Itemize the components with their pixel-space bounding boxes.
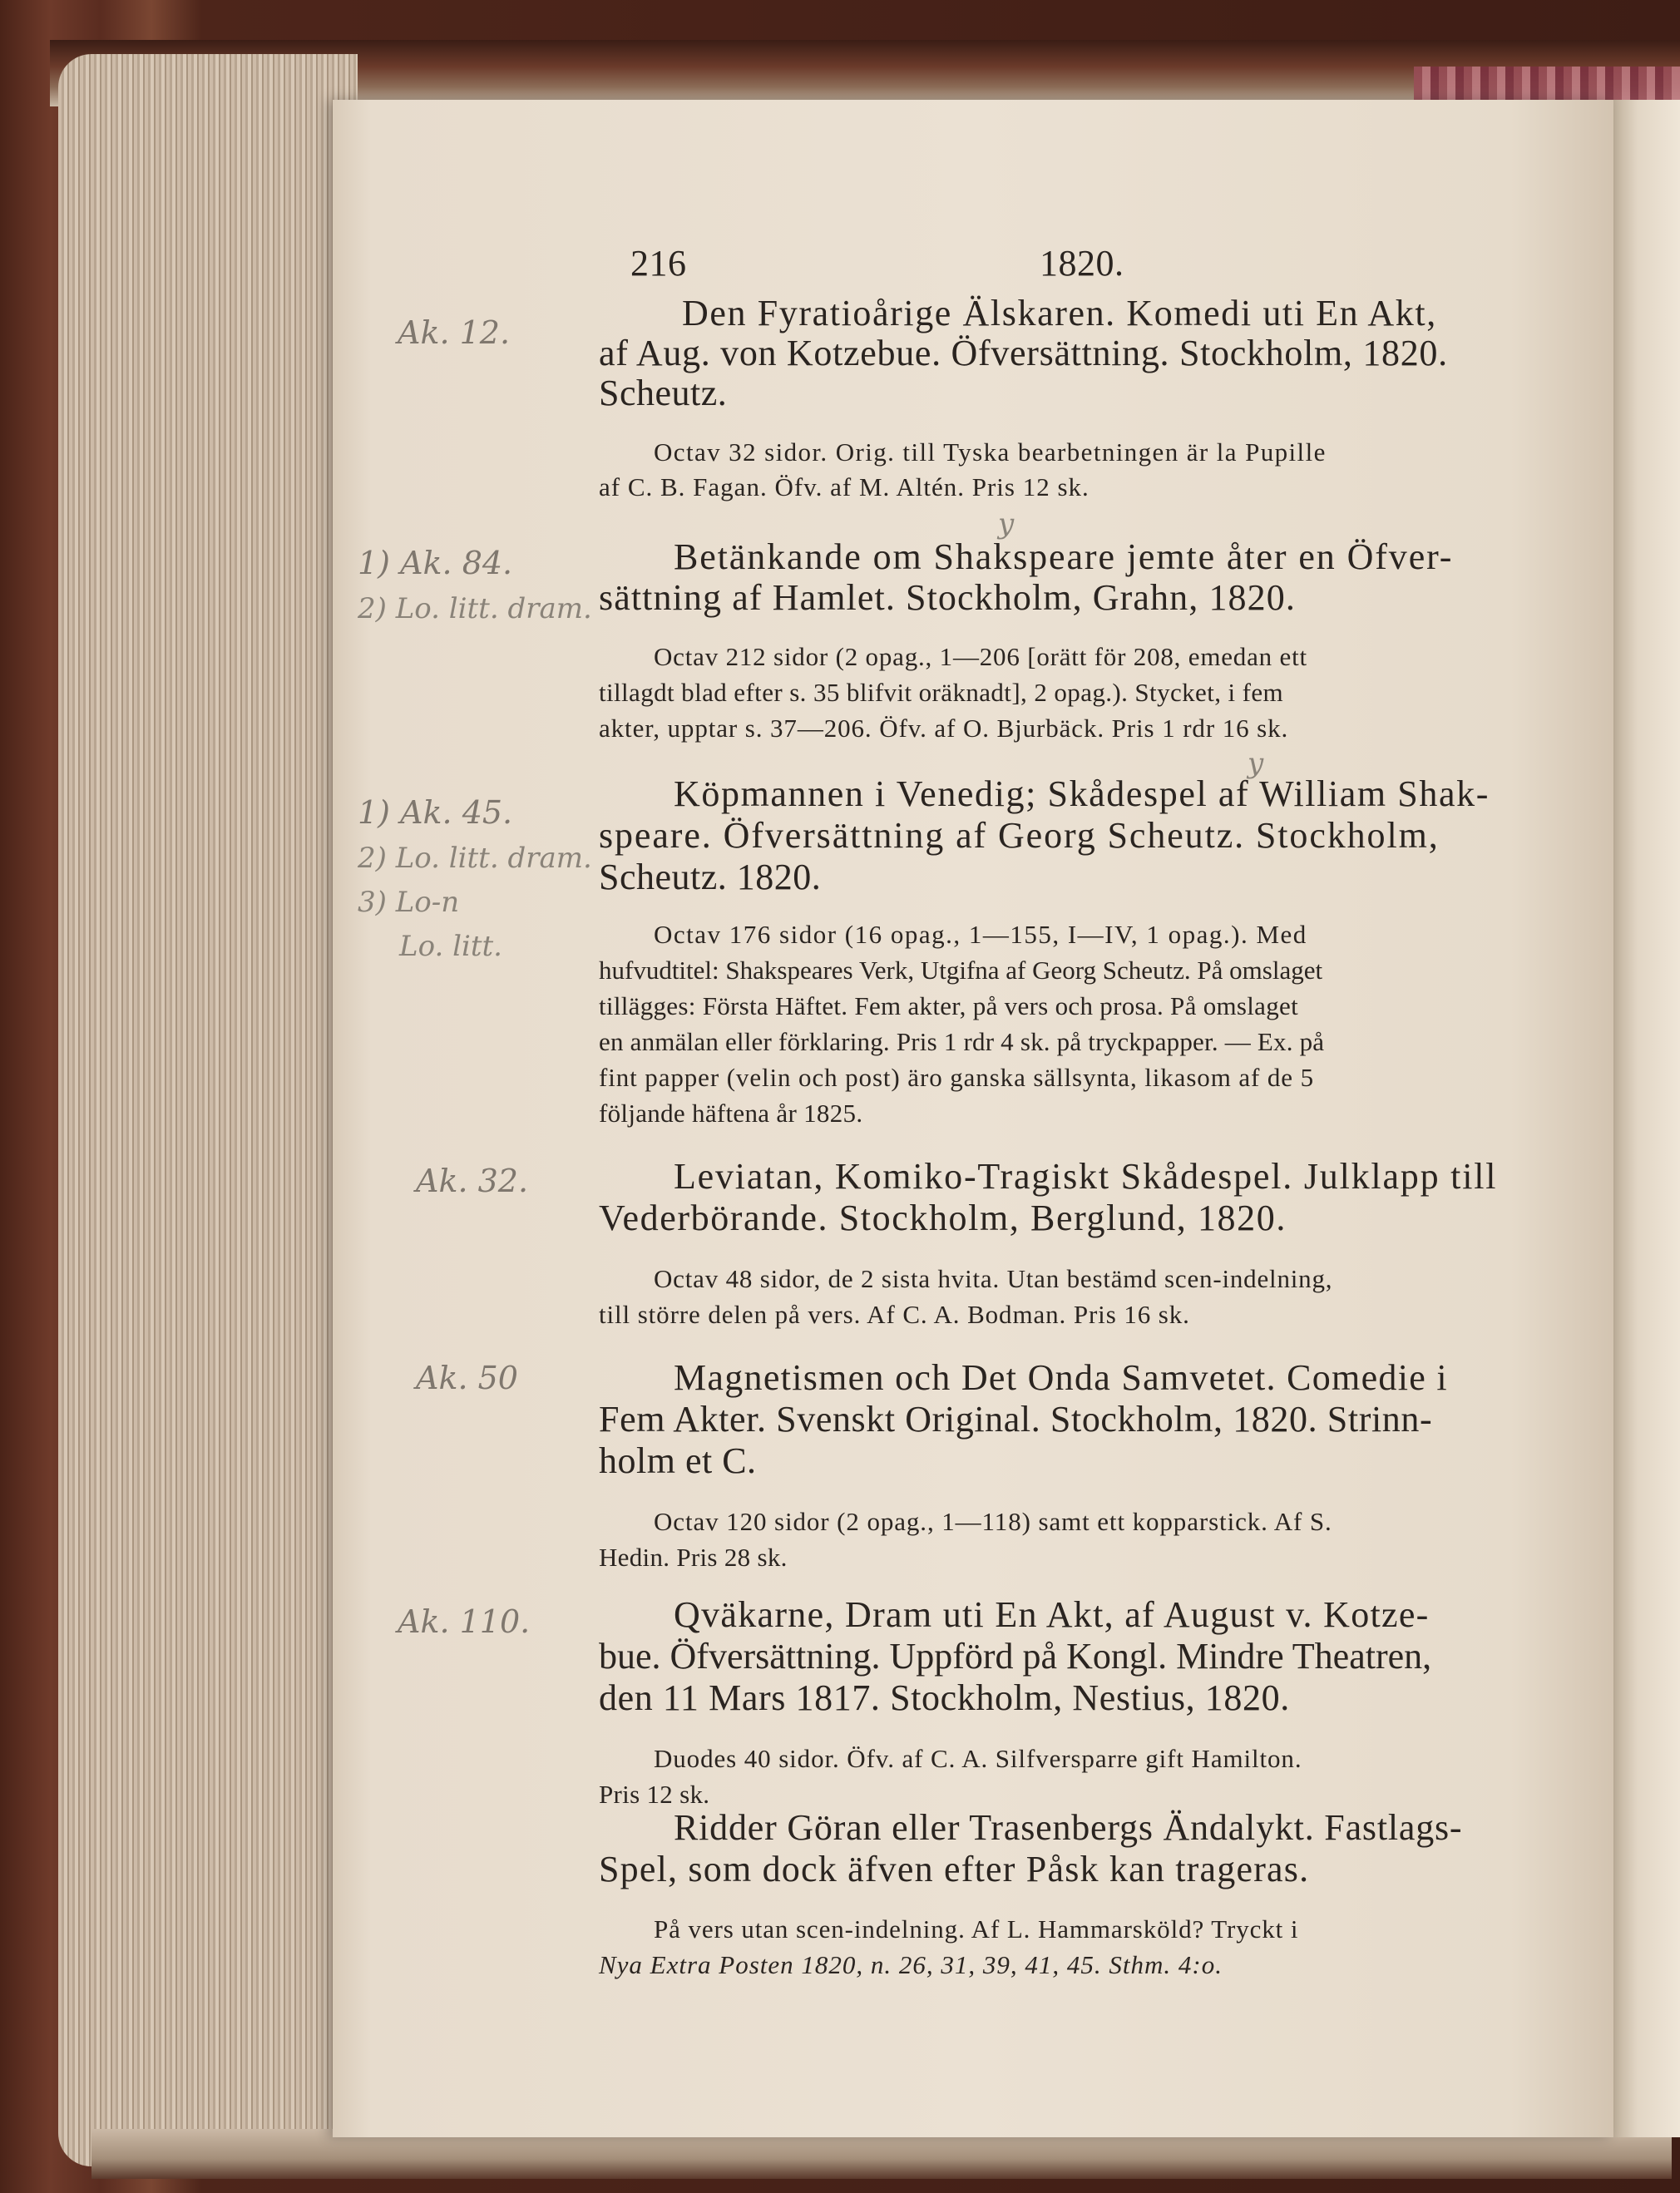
margin-note-entry-3-c: 3) Lo-n: [358, 886, 460, 919]
page-stack-edge: [58, 54, 358, 2166]
entry-2-title-line: Betänkande om Shakspeare jemte åter en Öfver-: [674, 536, 1454, 577]
entry-7-title-line: Ridder Göran eller Trasenbergs Ändalykt. Fastlags-: [674, 1807, 1463, 1848]
entry-3-title-line: Scheutz. 1820.: [599, 857, 822, 897]
page-number: 216: [630, 243, 687, 284]
entry-3-note-line: hufvudtitel: Shakspeares Verk, Utgifna af Georg Scheutz. På omslaget: [599, 956, 1323, 985]
entry-2-note-line: akter, upptar s. 37—206. Öfv. af O. Bjurbäck. Pris 1 rdr 16 sk.: [599, 714, 1289, 743]
margin-note-entry-3: 1) Ak. 45.: [358, 794, 513, 831]
entry-2-note-line: tillagdt blad efter s. 35 blifvit oräknadt], 2 opag.). Stycket, i fem: [599, 678, 1284, 707]
margin-note-entry-2-b: 2) Lo. litt. dram.: [358, 592, 592, 625]
entry-3-interlinear-mark: y: [1248, 747, 1264, 780]
entry-3-note-line: en anmälan eller förklaring. Pris 1 rdr 4 sk. på tryckpapper. — Ex. på: [599, 1027, 1325, 1056]
margin-note-entry-3-b: 2) Lo. litt. dram.: [358, 842, 592, 875]
entry-5-note-line: Octav 120 sidor (2 opag., 1—118) samt ett kopparstick. Af S.: [654, 1507, 1332, 1536]
facing-page-edge: [1609, 100, 1680, 2137]
entry-6-note-line: Pris 12 sk.: [599, 1780, 710, 1809]
entry-4-note-line: Octav 48 sidor, de 2 sista hvita. Utan bestämd scen-indelning,: [654, 1264, 1333, 1293]
margin-note-entry-4: Ak. 32.: [416, 1163, 529, 1199]
entry-1-title-line: Scheutz.: [599, 373, 728, 413]
margin-note-entry-2: 1) Ak. 84.: [358, 545, 513, 581]
entry-4-note-line: till större delen på vers. Af C. A. Bodman. Pris 16 sk.: [599, 1300, 1190, 1329]
entry-1-title-line: af Aug. von Kotzebue. Öfversättning. Stockholm, 1820.: [599, 333, 1448, 373]
book-page: [333, 100, 1613, 2137]
entry-6-note-line: Duodes 40 sidor. Öfv. af C. A. Silfversparre gift Hamilton.: [654, 1744, 1302, 1773]
entry-4-title-line: Leviatan, Komiko-Tragiskt Skådespel. Julklapp till: [674, 1156, 1498, 1197]
entry-2-note-line: Octav 212 sidor (2 opag., 1—206 [orätt för 208, emedan ett: [654, 642, 1307, 671]
entry-3-note-line: Octav 176 sidor (16 opag., 1—155, I—IV, 1 opag.). Med: [654, 920, 1307, 949]
entry-6-title-line: bue. Öfversättning. Uppförd på Kongl. Mindre Theatren,: [599, 1636, 1432, 1677]
entry-7-note-line: På vers utan scen-indelning. Af L. Hammarsköld? Tryckt i: [654, 1914, 1299, 1944]
page-year-header: 1820.: [1040, 243, 1124, 284]
entry-1-note-line: Octav 32 sidor. Orig. till Tyska bearbetningen är la Pupille: [654, 437, 1327, 467]
margin-note-entry-5: Ak. 50: [416, 1360, 518, 1396]
entry-5-title-line: holm et C.: [599, 1440, 757, 1481]
entry-7-note-line: Nya Extra Posten 1820, n. 26, 31, 39, 41, 45. Sthm. 4:o.: [599, 1950, 1223, 1979]
entry-6-title-line: Qväkarne, Dram uti En Akt, af August v. Kotze-: [674, 1594, 1430, 1635]
entry-5-note-line: Hedin. Pris 28 sk.: [599, 1543, 788, 1572]
entry-6-title-line: den 11 Mars 1817. Stockholm, Nestius, 1820.: [599, 1677, 1290, 1718]
entry-5-title-line: Fem Akter. Svenskt Original. Stockholm, 1820. Strinn-: [599, 1399, 1433, 1440]
entry-3-title-line: speare. Öfversättning af Georg Scheutz. Stockholm,: [599, 815, 1440, 856]
book-headband: [1414, 67, 1680, 100]
entry-3-note-line: följande häftena år 1825.: [599, 1099, 863, 1128]
entry-5-title-line: Magnetismen och Det Onda Samvetet. Comedie i: [674, 1357, 1448, 1398]
entry-1-note-line: af C. B. Fagan. Öfv. af M. Altén. Pris 12 sk.: [599, 472, 1090, 501]
entry-3-title-line: Köpmannen i Venedig; Skådespel af William Shak-: [674, 773, 1490, 814]
margin-note-entry-1: Ak. 12.: [398, 314, 511, 351]
entry-3-note-line: tillägges: Första Häftet. Fem akter, på vers och prosa. På omslaget: [599, 991, 1299, 1020]
entry-4-title-line: Vederbörande. Stockholm, Berglund, 1820.: [599, 1198, 1287, 1238]
margin-note-entry-3-d: Lo. litt.: [399, 930, 502, 963]
entry-3-note-line: fint papper (velin och post) äro ganska sällsynta, likasom af de 5: [599, 1063, 1315, 1092]
entry-1-title-line: Den Fyratioårige Älskaren. Komedi uti En Akt,: [682, 293, 1437, 333]
entry-2-interlinear-mark: y: [998, 507, 1015, 541]
margin-note-entry-6: Ak. 110.: [398, 1603, 531, 1640]
entry-2-title-line: sättning af Hamlet. Stockholm, Grahn, 1820.: [599, 577, 1296, 618]
entry-7-title-line: Spel, som dock äfven efter Påsk kan trageras.: [599, 1849, 1310, 1889]
